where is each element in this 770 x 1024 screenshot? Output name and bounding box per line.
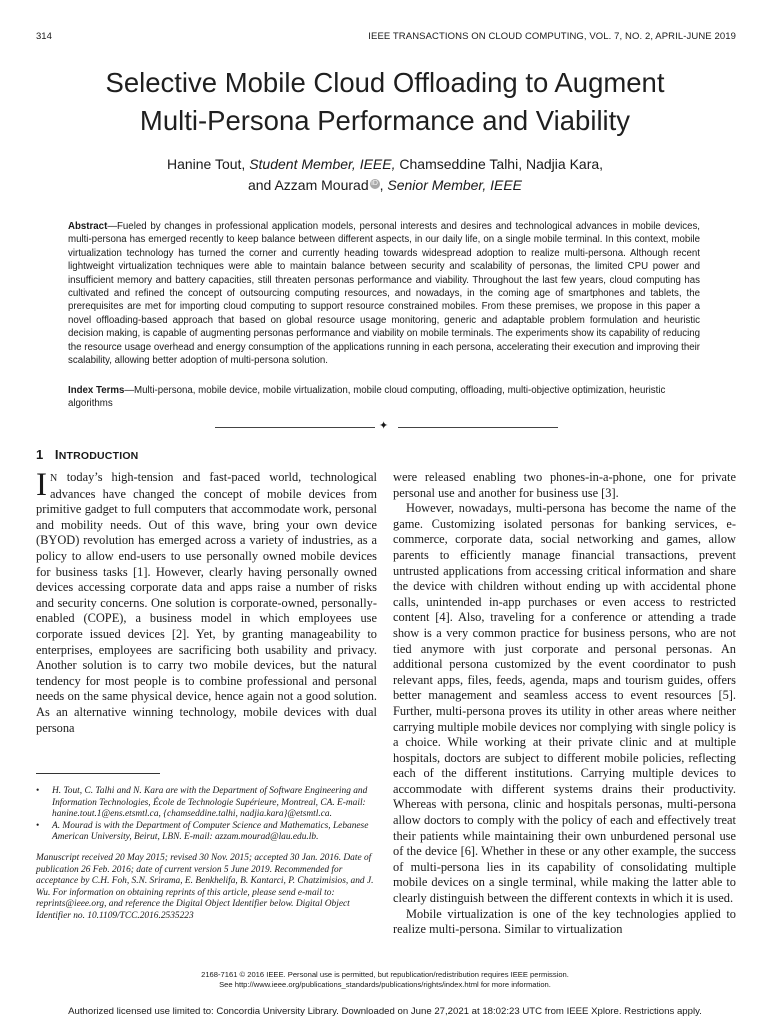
paper-title [0,64,770,140]
author-mourad: and Azzam Mourad [247,177,369,193]
orcid-icon[interactable]: iD [371,180,378,187]
section-heading-introduction: 1 INTRODUCTION [36,447,139,462]
footnote-rule [36,773,160,774]
author-talhi-kara: Chamseddine Talhi, Nadjia Kara, [399,156,604,172]
separator-line-left [215,427,375,428]
paragraph: I N today’s high-tension and fast-paced world, technological advances have changed the concept of mobile devices from primitive gadget to full computers that accommodate work, personal and mobility needs. Out of this wave, bring your own device (BYOD) revolution has emerged across a variety of industries, as a policy to allow end-users to use personally owned mobile devices for business tasks [1]. However, clearly having personally owned devices accessing corporate data and apps raise a number of risks and security concerns. One solution is corporate-owned, personally-enabled (COPE), a business model in which employees use corporate issued devices [2]. Yet, by granting manageability to enterprises, employees are sacrificing both usability and privacy. Another solution is to carry two mobile devices, but the natural tendency for most people is to combine professional and personal needs on the same physical device, hence again not a good solution. As an alternative winning technology, mobile devices with dual persona [36,467,377,735]
index-terms-label: Index Terms [68,385,125,396]
index-terms-text: Multi-persona, mobile device, mobile virtualization, mobile cloud computing, offloading, multi-objective optimization, heuristic algorithms [68,385,666,410]
bullet-icon: • [36,820,40,831]
bullet-icon: • [36,786,40,796]
title-line-2: Multi-Persona Performance and Viability [139,105,631,136]
license-banner: Authorized licensed use limited to: Concordia University Library. Downloaded on June 27,2021 at 18:02:23 UTC from IEEE Xplore. Restrictions apply. [68,1006,702,1017]
copyright-line-1: 2168-7161 © 2016 IEEE. Personal use is permitted, but republication/redistribution requires IEEE permission. [201,970,569,979]
copyright-line-2: See http://www.ieee.org/publications_standards/publications/rights/index.html for more information. [219,979,551,989]
page-number: 314 [36,31,52,42]
footnote-affiliation-2: • A. Mourad is with the Department of Computer Science and Mathematics, Lebanese American University, Beirut, LBN. E-mail: azzam.mourad@lau.edu.lb. [36,820,369,843]
abstract-label: Abstract [68,221,108,232]
title-line-1: Selective Mobile Cloud Offloading to Augment [105,67,665,98]
footnotes [36,786,379,923]
separator-diamond-icon: ✦ [379,420,389,432]
abstract-text: Fueled by changes in professional application models, personal interests and desires and technological advances in mobile devices, multi-persona has emerged recently to keep balance between different aspects, in our daily life, on a single mobile terminal. In this context, mobile virtualization technology has turned the corner and currently heading towards widespread adoption to realize multi-persona. Although recent lightweight virtualization techniques were able to maintain balance between security and scalability of personas, the limited CPU power and insufficient memory and battery capacities, still threaten personas performance and viability. Throughout the last few years, cloud computing has cultivated and refined the concept of outsourcing computing resources, and nowadays, in the coming age of smartphones and tablets, the prerequisites are met for importing cloud computing to support resource constrained mobiles. From these premises, we propose in this paper a novel offloading-based approach that based on global resource usage monitoring, generic and adaptable problem formulation and heuristic decision making, is capable of augmenting personas performance and viability on mobile terminals. The experiments show its capability of reducing the resource usage overhead and energy consumption of the applications running in each persona, accelerating their execution and improving their scalability, allowing better adoption of multi-persona solution. [68,221,700,367]
affiliation-student-member: Student Member, IEEE, [249,156,396,172]
author-tout: Hanine Tout, [166,156,246,172]
copyright-notice [0,970,770,989]
manuscript-info: Manuscript received 20 May 2015; revised 30 Nov. 2015; accepted 30 Jan. 2016. Date of publication 26 Feb. 2016; date of current version 5 June 2019. Recommended for acceptance by C.H. Foh, S.N. Srirama, E. Benkhelifa, B. Kantarci, P. Chatzimisios, and J. Wu. For information on obtaining reprints of this article, please send e-mail to: reprints@ieee.org, and reference the Digital Object Identifier below. Digital Object Identifier no. 10.1109/TCC.2016.2535223 [36,852,374,921]
paragraph: were released enabling two phones-in-a-phone, one for private personal use and another for business use [3]. [393,470,736,500]
index-terms: Index Terms—Multi-persona, mobile device, mobile virtualization, mobile cloud computing, offloading, multi-objective optimization, heuristic algorithms [68,385,666,410]
paragraph: However, nowadays, multi-persona has become the name of the game. Customizing isolated personas for banking services, e-commerce, corporate data, social networking and games, allow parents to efficiently manage financial transactions, prevent untrusted applications from accessing critical information and share the device with children without ending up with accidental phone calls, unintended in-app purchases or even access to restricted content [4]. Also, traveling for a conference or attending a trade show is a very common practice for business persons, who are not tied anymore with just corporate and personal personas. An additional persona customized by the event coordinator to push relevant apps, files, feeds, agenda, maps and tourism guides, offers better management and seamless access to event resources [5]. Further, multi-persona proves its utility in other areas where neither carrying multiple mobile devices nor complying with single policy is a choice. While working at their private clinic and at multiple hospitals, doctors are subject to different mobile policies, reflecting each of the different institutions. Carrying multiple devices to accommodate with different systems drains their productivity. Whereas with persona, clinic and hospitals personas, multi-persona allow doctors to comply with the policy of each and effectively treat their patients while maintaining their own unburdened personal use of the device [6]. Whether in these or any other example, the success of multi-persona lies in its capability of consolidating multiple mobile devices on a single terminal, while making the latter able to clearly distinguish between the different contexts in which it is used. [393,501,736,906]
left-column [36,467,377,736]
journal-header: IEEE TRANSACTIONS ON CLOUD COMPUTING, VOL. 7, NO. 2, APRIL-JUNE 2019 [368,31,736,42]
footnote-affiliation-1: • H. Tout, C. Talhi and N. Kara are with the Department of Software Engineering and Information Technologies, École de Technologie Supérieure, Montreal, CA. E-mail: hanine.tout.1@ens.etsmtl.ca, {chamseddine.talhi, nadjia.kara}@etsmtl.ca. [36,786,368,820]
drop-cap: I [36,467,47,503]
author-list: Hanine Tout, Student Member, IEEE, Chamseddine Talhi, Nadjia Kara, and Azzam Mourad iD , Senior Member, IEEE [166,156,604,193]
affiliation-senior-member: Senior Member, IEEE [387,177,523,193]
abstract: Abstract—Fueled by changes in professional application models, personal interests and desires and technological advances in mobile devices, multi-persona has emerged recently to keep balance between different aspects, in our daily life, on a single mobile terminal. In this context, mobile virtualization technology has turned the corner and currently heading towards widespread adoption to realize multi-persona. Although recent lightweight virtualization techniques were able to maintain balance between security and scalability of personas, the limited CPU power and insufficient memory and battery capacities, still threaten personas performance and viability. Throughout the last few years, cloud computing has cultivated and refined the concept of outsourcing computing resources, and nowadays, in the coming age of smartphones and tablets, the prerequisites are met for importing cloud computing to support resource constrained mobiles. From these premises, we propose in this paper a novel offloading-based approach that based on global resource usage monitoring, generic and adaptable problem formulation and heuristic decision making, is capable of augmenting personas performance and viability on mobile terminals. The experiments show its capability of reducing the resource usage overhead and energy consumption of the applications running in each persona, accelerating their execution and improving their scalability, allowing better adoption of multi-persona solution. [68,221,700,367]
right-column [393,470,736,938]
paragraph: Mobile virtualization is one of the key technologies applied to realize multi-persona. Similar to virtualization [393,906,736,937]
separator-line-right [398,427,558,428]
section-number: 1 [36,447,44,462]
